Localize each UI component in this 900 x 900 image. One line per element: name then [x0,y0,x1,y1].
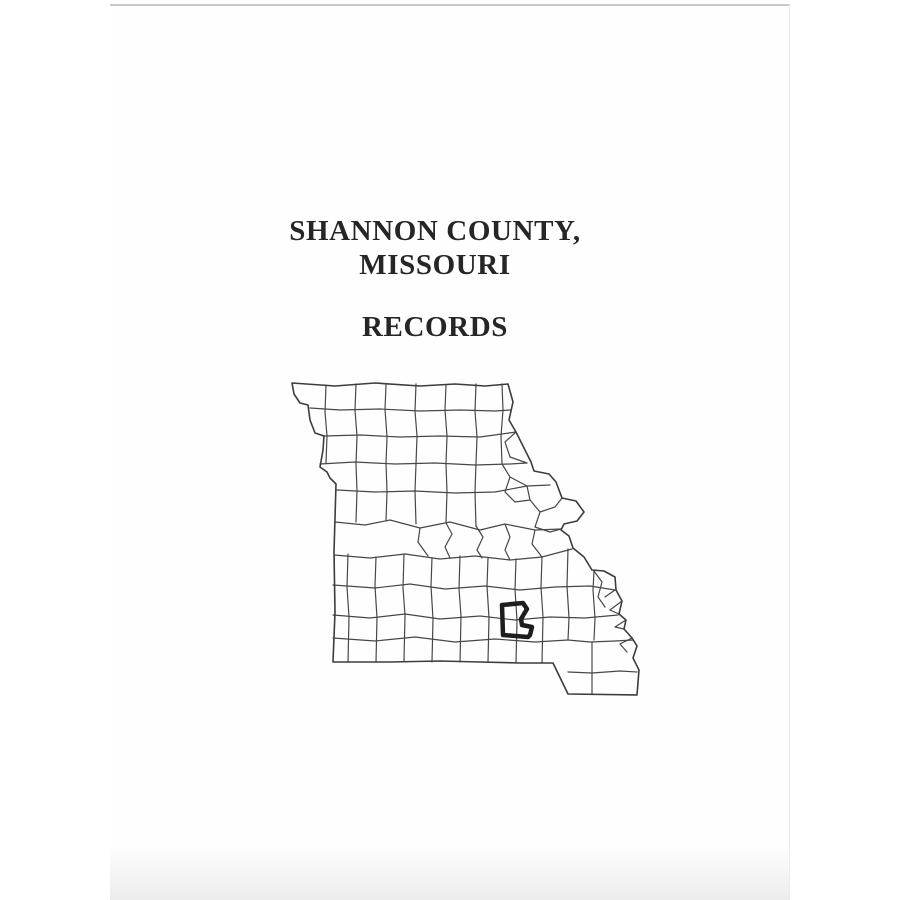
title-line-records: RECORDS [362,311,508,343]
missouri-state-outline [292,383,639,695]
title-line-county: SHANNON COUNTY, [289,215,581,247]
missouri-map-svg [280,372,660,712]
title-block [110,214,760,344]
missouri-county-map [280,372,660,712]
title-line-state: MISSOURI [359,249,511,281]
county-boundaries [310,384,637,694]
scan-bottom-shadow [110,845,789,900]
scanned-page [110,4,790,900]
